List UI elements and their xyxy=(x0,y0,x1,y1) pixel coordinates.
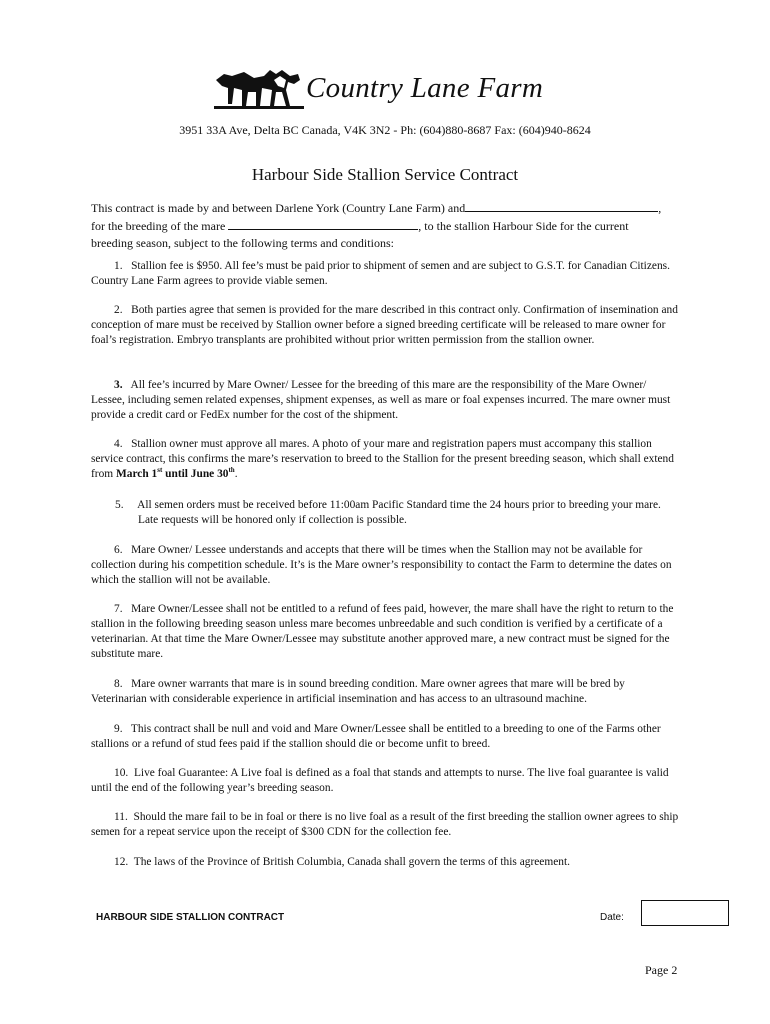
term-5: 5. All semen orders must be received before 11:00am Pacific Standard time the 24 hours prior to breeding your mare. Late requests will be honored only if collection is possible. xyxy=(115,499,661,526)
term-11: 11. Should the mare fail to be in foal or there is no live foal as a result of the first breeding the stallion owner agrees to ship semen for a repeat service upon the receipt of $300 CDN for the collection fee. xyxy=(91,811,679,838)
intro-line-2: for the breeding of the mare , to the stallion Harbour Side for the current xyxy=(91,219,629,233)
intro-paragraph xyxy=(91,199,681,252)
term-9: 9. This contract shall be null and void and Mare Owner/Lessee shall be entitled to a breeding to one of the Farms other stallions or a refund of stud fees paid if the stallion should die or become unfit to breed. xyxy=(91,723,661,750)
farm-name: Country Lane Farm xyxy=(306,72,544,104)
term-6: 6. Mare Owner/ Lessee understands and accepts that there will be times when the Stallion may not be available for collection during his competition schedule. It’s is the Mare owner’s responsibility to contact the Farm to determine the dates on which the stallion will not be available. xyxy=(91,544,672,586)
term-3: 3. All fee’s incurred by Mare Owner/ Lessee for the breeding of this mare are the responsibility of the Mare Owner/ Lessee, including semen related expenses, shipment expenses, as well as mare or foal expenses incurred. The mare owner must provide a credit card or FedEx number for the cost of the shipment. xyxy=(91,379,671,421)
document-title: Harbour Side Stallion Service Contract xyxy=(251,165,519,184)
date-label: Date: xyxy=(600,912,624,923)
farm-logo xyxy=(214,66,559,112)
term-7: 7. Mare Owner/Lessee shall not be entitled to a refund of fees paid, however, the mare shall have the right to return to the stallion in the following breeding season unless mare becomes unbreedable and such condition is verified by a certificate of a veterinarian. At that time the Mare Owner/Lessee may substitute another approved mare, a new contract must be signed for the substitute mare. xyxy=(91,603,674,660)
date-field[interactable] xyxy=(641,900,729,926)
term-4: 4. Stallion owner must approve all mares. A photo of your mare and registration papers must accompany this stallion service contract, this confirms the mare’s reservation to breed to the Stallion for the present breeding season, which shall extend from March 1st until June 30th. xyxy=(91,438,674,480)
term-1: 1. Stallion fee is $950. All fee’s must be paid prior to shipment of semen and are subject to G.S.T. for Canadian Citizens. Country Lane Farm agrees to provide viable semen. xyxy=(91,260,670,287)
term-8: 8. Mare owner warrants that mare is in sound breeding condition. Mare owner agrees that mare will be bred by Veterinarian with considerable experience in artificial insemination and has access to an ultrasound machine. xyxy=(91,678,625,705)
term-2: 2. Both parties agree that semen is provided for the mare described in this contract only. Confirmation of insemination and conception of mare must be received by Stallion owner before a signed breeding certificate will be released to mare owner for foal’s registration. Embryo transplants are prohibited without prior written permission from the stallion owner. xyxy=(91,304,678,346)
term-10: 10. Live foal Guarantee: A Live foal is defined as a foal that stands and attempts to nurse. The live foal guarantee is valid until the end of the following year’s breeding season. xyxy=(91,767,669,794)
intro-line-1: This contract is made by and between Darlene York (Country Lane Farm) and , xyxy=(91,201,662,215)
horses-icon xyxy=(214,66,304,112)
mare-name-field[interactable] xyxy=(228,217,418,230)
farm-address: 3951 33A Ave, Delta BC Canada, V4K 3N2 - Ph: (604)880-8687 Fax: (604)940-8624 xyxy=(179,123,591,137)
lessee-name-field[interactable] xyxy=(465,199,658,212)
term-12: 12. The laws of the Province of British Columbia, Canada shall govern the terms of this agreement. xyxy=(114,856,570,868)
page-number: Page 2 xyxy=(645,963,678,977)
intro-line-3: breeding season, subject to the following terms and conditions: xyxy=(91,236,394,250)
contract-label: HARBOUR SIDE STALLION CONTRACT xyxy=(96,912,285,923)
